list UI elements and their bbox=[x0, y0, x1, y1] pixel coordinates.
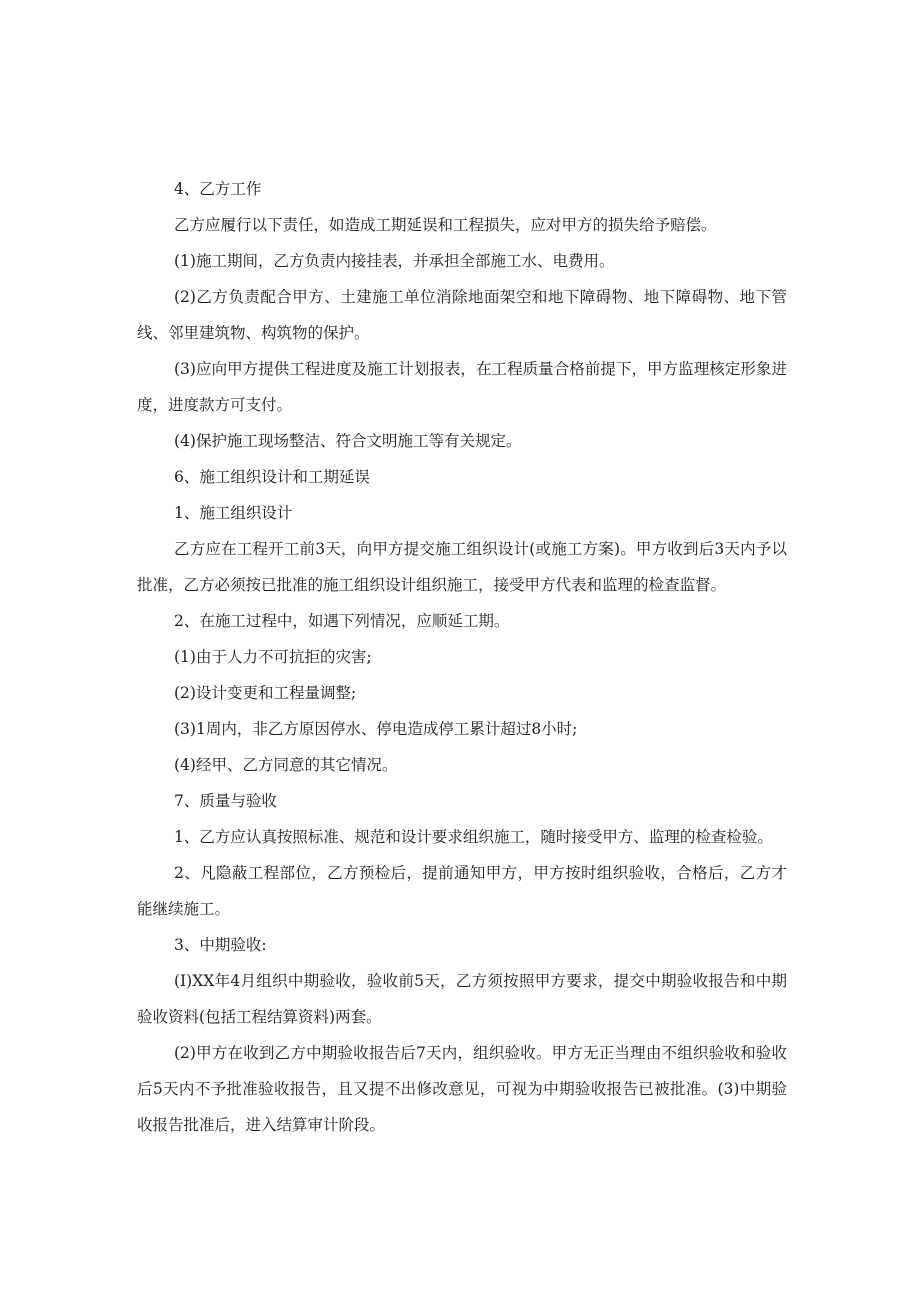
list-item-site-cleanliness: (4)保护施工现场整洁、符合文明施工等有关规定。 bbox=[174, 432, 522, 450]
section-heading-construction-design-delay: 6、施工组织设计和工期延误 bbox=[174, 468, 370, 486]
list-item-force-majeure: (1)由于人力不可抗拒的灾害; bbox=[174, 648, 372, 666]
section-heading-quality-acceptance: 7、质量与验收 bbox=[174, 792, 277, 810]
list-item-other-agreed: (4)经甲、乙方同意的其它情况。 bbox=[174, 756, 398, 774]
list-item-utilities: (1)施工期间，乙方负责内接挂表，并承担全部施工水、电费用。 bbox=[174, 252, 615, 270]
list-item-acceptance-approval: (2)甲方在收到乙方中期验收报告后7天内，组织验收。甲方无正当理由不组织验收和验收后5天内不予批准验收报告，且又提不出修改意见，可视为中期验收报告已被批准。(3)中期验收报告批准后，进入结算审计阶段。 bbox=[137, 1044, 787, 1134]
document-body bbox=[137, 171, 787, 1143]
paragraph-standards-compliance: 1、乙方应认真按照标准、规范和设计要求组织施工，随时接受甲方、监理的检查检验。 bbox=[174, 828, 773, 846]
list-item-obstacle-clearing: (2)乙方负责配合甲方、土建施工单位消除地面架空和地下障碍物、地下障碍物、地下管线、邻里建筑物、构筑物的保护。 bbox=[137, 288, 787, 342]
paragraph-design-submission: 乙方应在工程开工前3天，向甲方提交施工组织设计(或施工方案)。甲方收到后3天内予以批准，乙方必须按已批准的施工组织设计组织施工，接受甲方代表和监理的检查监督。 bbox=[137, 540, 787, 594]
paragraph-contractor-responsibility: 乙方应履行以下责任，如造成工期延误和工程损失，应对甲方的损失给予赔偿。 bbox=[174, 216, 717, 234]
list-item-design-change: (2)设计变更和工程量调整; bbox=[174, 684, 357, 702]
list-item-utility-outage: (3)1周内，非乙方原因停水、停电造成停工累计超过8小时; bbox=[174, 720, 578, 738]
list-item-interim-report: (I)XX年4月组织中期验收，验收前5天，乙方须按照甲方要求，提交中期验收报告和中期验收资料(包括工程结算资料)两套。 bbox=[137, 972, 787, 1026]
subheading-construction-design: 1、施工组织设计 bbox=[174, 504, 293, 522]
subheading-delay-conditions: 2、在施工过程中，如遇下列情况，应顺延工期。 bbox=[174, 612, 510, 630]
list-item-progress-reports: (3)应向甲方提供工程进度及施工计划报表，在工程质量合格前提下，甲方监理核定形象进度，进度款方可支付。 bbox=[137, 360, 787, 414]
subheading-interim-acceptance: 3、中期验收: bbox=[174, 936, 267, 954]
paragraph-concealed-works: 2、凡隐蔽工程部位，乙方预检后，提前通知甲方，甲方按时组织验收，合格后，乙方才能继续施工。 bbox=[137, 864, 787, 918]
section-heading-contractor-duties: 4、乙方工作 bbox=[174, 180, 262, 198]
